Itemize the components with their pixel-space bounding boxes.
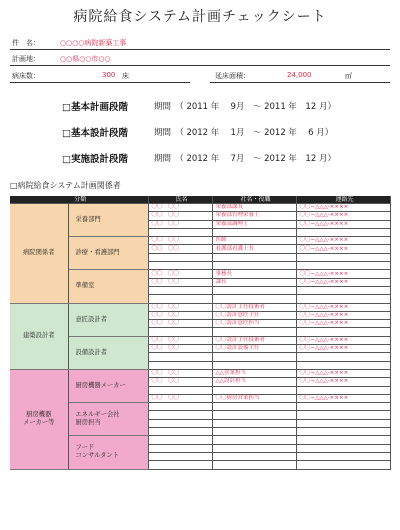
company-role-cell[interactable]: 〇〇設計意匠主任 [212,311,296,319]
divider [10,82,190,83]
company-role-cell[interactable]: 栄養部管理栄養士 [212,212,296,220]
person-name-cell[interactable]: 〇〇 〇〇 [148,394,212,402]
contact-cell[interactable]: 〇〇−△△△-×××× [296,378,390,386]
phase-basic-design-period: 期間 （ 2012 年 1月 〜 2012 年 6 月） [154,128,334,138]
company-role-cell[interactable] [212,436,296,444]
contact-cell[interactable] [296,253,390,261]
group-label: 厨房機器 メーカー等 [10,369,68,469]
contact-cell[interactable]: 〇〇−△△△-×××× [296,220,390,228]
person-name-cell[interactable] [148,436,212,444]
contact-cell[interactable] [296,262,390,270]
contact-cell[interactable] [296,361,390,369]
beds-value: 300 [102,71,116,79]
beds-label: 病床数： [12,72,40,80]
person-name-cell[interactable]: 〇〇 〇〇 [148,311,212,319]
company-role-cell[interactable] [212,262,296,270]
company-role-cell[interactable] [212,361,296,369]
person-name-cell[interactable]: 〇〇 〇〇 [148,303,212,311]
contact-cell[interactable] [296,419,390,427]
contact-cell[interactable] [296,411,390,419]
company-role-cell[interactable] [212,295,296,303]
contact-cell[interactable] [296,228,390,236]
contact-cell[interactable]: 〇〇−△△△-×××× [296,212,390,220]
company-role-cell[interactable]: 〇〇設計意匠担当 [212,320,296,328]
company-role-cell[interactable]: 〇〇設計主任技術者 [212,303,296,311]
person-name-cell[interactable] [148,411,212,419]
contact-cell[interactable] [296,386,390,394]
company-role-cell[interactable]: 栄養部課長 [212,204,296,212]
person-name-cell[interactable] [148,253,212,261]
company-role-cell[interactable]: 看護部看護士長 [212,245,296,253]
contact-cell[interactable] [296,444,390,452]
company-role-cell[interactable] [212,452,296,460]
person-name-cell[interactable] [148,428,212,436]
divider [10,65,390,66]
contact-cell[interactable]: 〇〇−△△△-×××× [296,369,390,377]
contact-cell[interactable] [296,286,390,294]
person-name-cell[interactable]: 〇〇 〇〇 [148,345,212,353]
project-name-label: 件 名： [12,39,40,47]
person-name-cell[interactable]: 〇〇 〇〇 [148,237,212,245]
person-name-cell[interactable] [148,461,212,469]
contact-cell[interactable] [296,461,390,469]
person-name-cell[interactable] [148,419,212,427]
site-label: 計画地： [12,55,40,63]
person-name-cell[interactable] [148,328,212,336]
contact-cell[interactable]: 〇〇−△△△-×××× [296,270,390,278]
divider [210,82,390,83]
company-role-cell[interactable]: △△設計担当 [212,378,296,386]
subgroup-label: 意匠設計者 [68,303,148,336]
contact-cell[interactable]: 〇〇−△△△-×××× [296,336,390,344]
floor-area-label: 延床面積： [215,72,250,80]
person-name-cell[interactable]: 〇〇 〇〇 [148,369,212,377]
person-name-cell[interactable] [148,353,212,361]
floor-area-unit: ㎡ [345,72,352,80]
contact-cell[interactable]: 〇〇−△△△-×××× [296,237,390,245]
header-contact: 連絡先 [296,196,390,204]
subgroup-label: 栄養部門 [68,204,148,237]
group-label: 建築設計者 [10,303,68,369]
subgroup-label: 準備室 [68,270,148,303]
contact-cell[interactable]: 〇〇−△△△-×××× [296,204,390,212]
company-role-cell[interactable] [212,228,296,236]
company-role-cell[interactable]: 栄養部調理士 [212,220,296,228]
table-row [10,369,390,377]
header-name: 氏名 [148,196,212,204]
header-company: 社名・役職 [212,196,296,204]
company-role-cell[interactable]: △△営業担当 [212,369,296,377]
group-label: 病院関係者 [10,204,68,304]
person-name-cell[interactable]: 〇〇 〇〇 [148,278,212,286]
company-role-cell[interactable]: 医師 [212,237,296,245]
person-name-cell[interactable] [148,452,212,460]
contact-cell[interactable] [296,295,390,303]
contact-cell[interactable] [296,403,390,411]
person-name-cell[interactable]: 〇〇 〇〇 [148,320,212,328]
company-role-cell[interactable] [212,253,296,261]
contact-cell[interactable]: 〇〇−△△△-×××× [296,320,390,328]
person-name-cell[interactable] [148,295,212,303]
person-name-cell[interactable]: 〇〇 〇〇 [148,220,212,228]
header-category: 分類 [10,196,148,204]
table-row [10,204,390,212]
company-role-cell[interactable] [212,461,296,469]
contact-cell[interactable]: 〇〇−△△△-×××× [296,278,390,286]
company-role-cell[interactable]: 〇〇設計主任技術者 [212,336,296,344]
contact-cell[interactable]: 〇〇−△△△-×××× [296,303,390,311]
person-name-cell[interactable] [148,361,212,369]
contact-cell[interactable]: 〇〇−△△△-×××× [296,394,390,402]
person-name-cell[interactable] [148,403,212,411]
company-role-cell[interactable] [212,411,296,419]
phase-basic-planning-period: 期間 （ 2011 年 9月 〜 2011 年 12 月） [154,102,336,112]
company-role-cell[interactable]: 〇〇設計設備主任 [212,345,296,353]
person-name-cell[interactable] [148,386,212,394]
phase-detailed-design[interactable]: □実施設計段階 [62,154,128,165]
contact-cell[interactable] [296,353,390,361]
person-name-cell[interactable]: 〇〇 〇〇 [148,378,212,386]
floor-area-value: 24,000 [287,71,312,79]
company-role-cell[interactable] [212,428,296,436]
company-role-cell[interactable] [212,386,296,394]
person-name-cell[interactable]: 〇〇 〇〇 [148,245,212,253]
site-value: ○○県○○市○○ [60,55,111,63]
contact-cell[interactable]: 〇〇−△△△-×××× [296,311,390,319]
contact-cell[interactable]: 〇〇−△△△-×××× [296,245,390,253]
person-name-cell[interactable] [148,444,212,452]
company-role-cell[interactable] [212,444,296,452]
page-title: 病院給食システム計画チェックシート [73,9,327,25]
stakeholder-table [10,196,391,470]
person-name-cell[interactable] [148,286,212,294]
contact-cell[interactable] [296,436,390,444]
company-role-cell[interactable]: 〇〇厨房営業担当 [212,394,296,402]
person-name-cell[interactable]: 〇〇 〇〇 [148,212,212,220]
table-header [10,196,390,204]
company-role-cell[interactable]: 事務長 [212,270,296,278]
company-role-cell[interactable]: 課長 [212,278,296,286]
person-name-cell[interactable]: 〇〇 〇〇 [148,204,212,212]
contact-cell[interactable] [296,428,390,436]
contact-cell[interactable] [296,328,390,336]
company-role-cell[interactable] [212,403,296,411]
phase-basic-design[interactable]: □基本設計段階 [62,128,128,139]
subgroup-label: 厨房機器メーカー [68,369,148,402]
beds-unit: 床 [122,72,129,80]
company-role-cell[interactable] [212,328,296,336]
subgroup-label: 診療・看護部門 [68,237,148,270]
person-name-cell[interactable] [148,262,212,270]
company-role-cell[interactable] [212,286,296,294]
person-name-cell[interactable]: 〇〇 〇〇 [148,270,212,278]
table-row [10,303,390,311]
phase-basic-planning[interactable]: □基本計画段階 [62,102,128,113]
subgroup-label: フード コンサルタント [68,436,148,469]
person-name-cell[interactable]: 〇〇 〇〇 [148,336,212,344]
person-name-cell[interactable] [148,228,212,236]
contact-cell[interactable] [296,452,390,460]
section-title: □病院給食システム計画関係者 [10,181,121,190]
subgroup-label: エネルギー会社 厨房担当 [68,403,148,436]
company-role-cell[interactable] [212,353,296,361]
divider [10,49,390,50]
company-role-cell[interactable] [212,419,296,427]
subgroup-label: 設備設計者 [68,336,148,369]
contact-cell[interactable]: 〇〇−△△△-×××× [296,345,390,353]
project-name-value: ○○○○病院新築工事 [60,39,127,47]
phase-detailed-design-period: 期間 （ 2012 年 7月 〜 2012 年 12 月） [154,154,336,164]
